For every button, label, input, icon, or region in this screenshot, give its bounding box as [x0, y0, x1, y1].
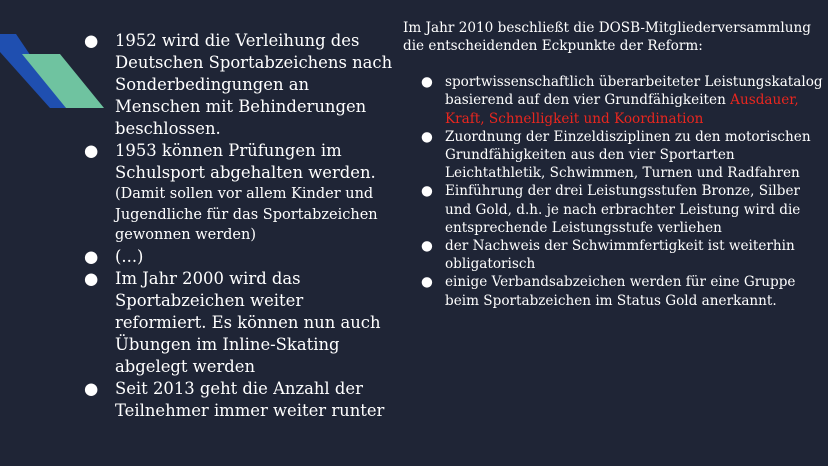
- bullet: ●: [84, 31, 99, 50]
- bullet: ●: [421, 128, 433, 145]
- bullet: ●: [84, 268, 99, 288]
- list-item-text: (...): [115, 246, 144, 266]
- reform-column: [403, 20, 823, 310]
- history-list-column: [84, 30, 396, 422]
- bullet: ●: [84, 378, 99, 398]
- reform-list: [403, 73, 823, 310]
- list-item-text: Seit 2013 geht die Anzahl der Teilnehmer immer weiter runter: [115, 378, 385, 420]
- list-item-text: Zuordnung der Einzeldisziplinen zu den motorischen Grundfähigkeiten aus den vier Sportarten Leichtathletik, Schwimmen, Turnen und Radfahren: [445, 128, 811, 182]
- list-item-text: Im Jahr 2000 wird das Sportabzeichen weiter reformiert. Es können nun auch Übungen im Inline-Skating abgelegt werden: [115, 268, 381, 376]
- list-item: [403, 73, 823, 128]
- bullet: ●: [421, 238, 433, 255]
- history-list: [84, 30, 396, 422]
- list-item: [84, 30, 396, 140]
- bullet: ●: [421, 274, 433, 291]
- list-item: [84, 378, 396, 422]
- list-item: [403, 237, 823, 273]
- list-item: [84, 268, 396, 378]
- bullet: ●: [421, 183, 433, 200]
- list-item-text: 1953 können Prüfungen im Schulsport abgehalten werden.: [115, 141, 376, 182]
- list-item-text: 1952 wird die Verleihung des Deutschen Sportabzeichens nach Sonderbedingungen an Menschen mit Behinderungen beschlossen.: [115, 31, 393, 138]
- list-item: [403, 273, 823, 309]
- list-item-text: der Nachweis der Schwimmfertigkeit ist weiterhin obligatorisch: [445, 238, 795, 273]
- bullet: ●: [84, 141, 99, 160]
- list-item: [403, 128, 823, 183]
- list-item-text: einige Verbandsabzeichen werden für eine Gruppe beim Sportabzeichen im Status Gold anerkannt.: [445, 274, 796, 309]
- highlighted-skills: Ausdauer, Kraft, Schnelligkeit und Koordination: [445, 92, 799, 127]
- reform-intro: Im Jahr 2010 beschließt die DOSB-Mitgliederversammlung die entscheidenden Eckpunkte der Reform:: [403, 20, 811, 54]
- bullet: ●: [84, 246, 99, 266]
- list-item: [84, 246, 396, 268]
- list-item-text: sportwissenschaftlich überarbeiteter Leistungskatalog basierend auf den vier Grundfähigkeiten: [445, 74, 823, 109]
- list-item-note: (Damit sollen vor allem Kinder und Jugendliche für das Sportabzeichen gewonnen werden): [115, 186, 378, 243]
- list-item: [84, 140, 396, 246]
- list-item: [403, 182, 823, 237]
- bullet: ●: [421, 74, 433, 91]
- list-item-text: Einführung der drei Leistungsstufen Bronze, Silber und Gold, d.h. je nach erbrachter Leistung wird die entsprechende Leistungsstufe verliehen: [445, 183, 801, 236]
